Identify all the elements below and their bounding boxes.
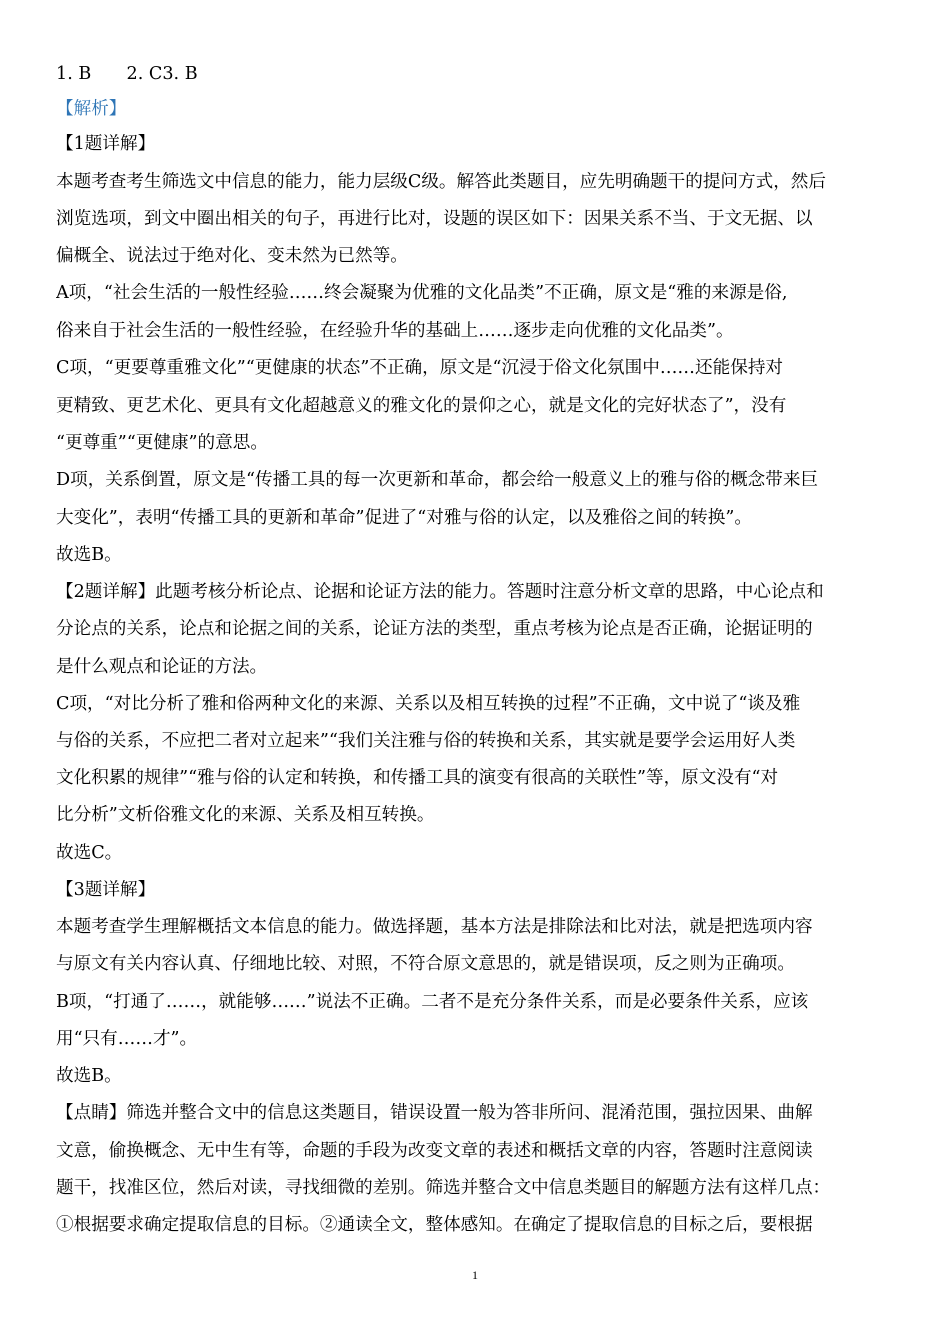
analysis-label: 【解析】: [56, 99, 127, 119]
text-line: 分论点的关系，论点和论据之间的关系，论证方法的类型，重点考核为论点是否正确，论据证明的: [56, 619, 813, 639]
text-line: 【1题详解】: [56, 134, 156, 154]
text-line: 浏览选项，到文中圈出相关的句子，再进行比对，设题的误区如下：因果关系不当、于文无据、以: [56, 209, 813, 229]
text-line: C项，“对比分析了雅和俗两种文化的来源、关系以及相互转换的过程”不正确，文中说了“谈及雅: [56, 694, 801, 714]
text-line: 与俗的关系，不应把二者对立起来”“我们关注雅与俗的转换和关系，其实就是要学会运用好人类: [56, 731, 796, 751]
text-line: 比分析”文析俗雅文化的来源、关系及相互转换。: [56, 805, 435, 825]
text-line: 【2题详解】此题考核分析论点、论据和论证方法的能力。答题时注意分析文章的思路，中心论点和: [56, 582, 824, 602]
text-line: A项，“社会生活的一般性经验……终会凝聚为优雅的文化品类”不正确，原文是“雅的来源是俗,: [56, 283, 788, 303]
text-line: 文化积累的规律”“雅与俗的认定和转换，和传播工具的演变有很高的关联性”等，原文没有“对: [56, 768, 779, 788]
text-line: 用“只有……才”。: [56, 1029, 198, 1049]
page-number: 1: [472, 1268, 478, 1282]
text-line: 俗来自于社会生活的一般性经验，在经验升华的基础上……逐步走向优雅的文化品类”。: [56, 321, 734, 341]
text-line: D项，关系倒置，原文是“传播工具的每一次更新和革命，都会给一般意义上的雅与俗的概念带来巨: [56, 470, 819, 490]
text-line: 【点睛】筛选并整合文中的信息这类题目，错误设置一般为答非所问、混淆范围，强拉因果、曲解: [56, 1103, 813, 1123]
text-line: ①根据要求确定提取信息的目标。②通读全文，整体感知。在确定了提取信息的目标之后，要根据: [56, 1215, 813, 1235]
text-line: 【3题详解】: [56, 880, 156, 900]
text-line: 大变化”，表明“传播工具的更新和革命”促进了“对雅与俗的认定，以及雅俗之间的转换”。: [56, 508, 752, 528]
text-line: C项，“更要尊重雅文化”“更健康的状态”不正确，原文是“沉浸于俗文化氛围中……还能保持对: [56, 358, 784, 378]
text-line: 与原文有关内容认真、仔细地比较、对照，不符合原文意思的，就是错误项，反之则为正确项。: [56, 954, 795, 974]
text-line: 故选B。: [56, 1066, 122, 1086]
text-line: 本题考查学生理解概括文本信息的能力。做选择题，基本方法是排除法和比对法，就是把选项内容: [56, 917, 813, 937]
text-line: 故选B。: [56, 545, 122, 565]
answer-key: 1. B 2. C3. B: [56, 64, 198, 84]
text-line: 题干，找准区位，然后对读，寻找细微的差别。筛选并整合文中信息类题目的解题方法有这样几点：: [56, 1178, 831, 1198]
text-line: 更精致、更艺术化、更具有文化超越意义的雅文化的景仰之心，就是文化的完好状态了”，没有: [56, 396, 787, 416]
text-line: 本题考查考生筛选文中信息的能力，能力层级C级。解答此类题目，应先明确题干的提问方式，然后: [56, 172, 826, 192]
text-line: 偏概全、说法过于绝对化、变未然为已然等。: [56, 246, 408, 266]
text-line: 故选C。: [56, 843, 123, 863]
text-line: 是什么观点和论证的方法。: [56, 657, 268, 677]
text-line: “更尊重”“更健康”的意思。: [56, 433, 268, 453]
text-line: B项，“打通了……，就能够……”说法不正确。二者不是充分条件关系，而是必要条件关系，应该: [56, 992, 809, 1012]
text-line: 文意，偷换概念、无中生有等，命题的手段为改变文章的表述和概括文章的内容，答题时注意阅读: [56, 1141, 813, 1161]
